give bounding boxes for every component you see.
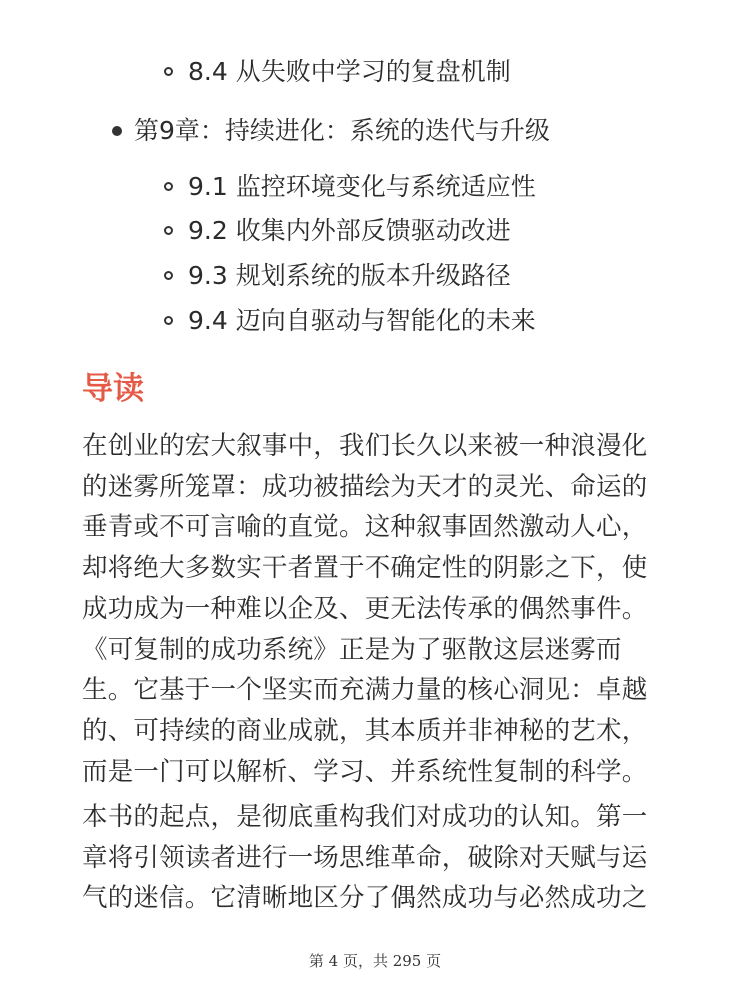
disc-bullet-icon xyxy=(112,126,122,136)
paragraph-line: 气的迷信。它清晰地区分了偶然成功与必然成功之 xyxy=(82,883,648,914)
circle-bullet-icon xyxy=(164,67,173,76)
circle-bullet-icon xyxy=(164,271,173,280)
paragraph-line: 的、可持续的商业成就，其本质并非神秘的艺术， xyxy=(82,715,648,746)
paragraph-line: 垂青或不可言喻的直觉。这种叙事固然激动人心， xyxy=(82,512,648,543)
paragraph xyxy=(82,426,672,792)
circle-bullet-icon xyxy=(164,182,173,191)
paragraph-line: 生。它基于一个坚实而充满力量的核心洞见：卓越 xyxy=(82,675,648,706)
circle-bullet-icon xyxy=(164,226,173,235)
toc-subitem[interactable]: 9.2 收集内外部反馈驱动改进 xyxy=(188,216,511,245)
page-number-footer: 第 4 页，共 295 页 xyxy=(308,952,442,970)
paragraph-line: 而是一门可以解析、学习、并系统性复制的科学。 xyxy=(82,756,648,787)
circle-bullet-icon xyxy=(164,316,173,325)
paragraph-line: 章将引领读者进行一场思维革命，破除对天赋与运 xyxy=(82,842,648,873)
toc-subitem[interactable]: 9.1 监控环境变化与系统适应性 xyxy=(188,172,536,201)
toc-subitem[interactable]: 9.4 迈向自驱动与智能化的未来 xyxy=(188,306,536,335)
paragraph-line: 本书的起点，是彻底重构我们对成功的认知。第一 xyxy=(82,802,648,832)
paragraph-line: 《可复制的成功系统》正是为了驱散这层迷雾而 xyxy=(82,634,622,665)
toc-subitem[interactable]: 8.4 从失败中学习的复盘机制 xyxy=(188,57,511,86)
paragraph-line: 却将绝大多数实干者置于不确定性的阴影之下，使 xyxy=(82,553,648,584)
toc-chapter-item[interactable]: 第9章：持续进化：系统的迭代与升级 xyxy=(134,116,550,145)
toc-subitem[interactable]: 9.3 规划系统的版本升级路径 xyxy=(188,261,511,290)
section-heading: 导读 xyxy=(82,371,144,407)
paragraph-line: 成功成为一种难以企及、更无法传承的偶然事件。 xyxy=(82,593,648,624)
paragraph-line: 的迷雾所笼罩：成功被描绘为天才的灵光、命运的 xyxy=(82,471,648,502)
paragraph-line: 在创业的宏大叙事中，我们长久以来被一种浪漫化 xyxy=(82,431,648,461)
paragraph xyxy=(82,797,672,919)
